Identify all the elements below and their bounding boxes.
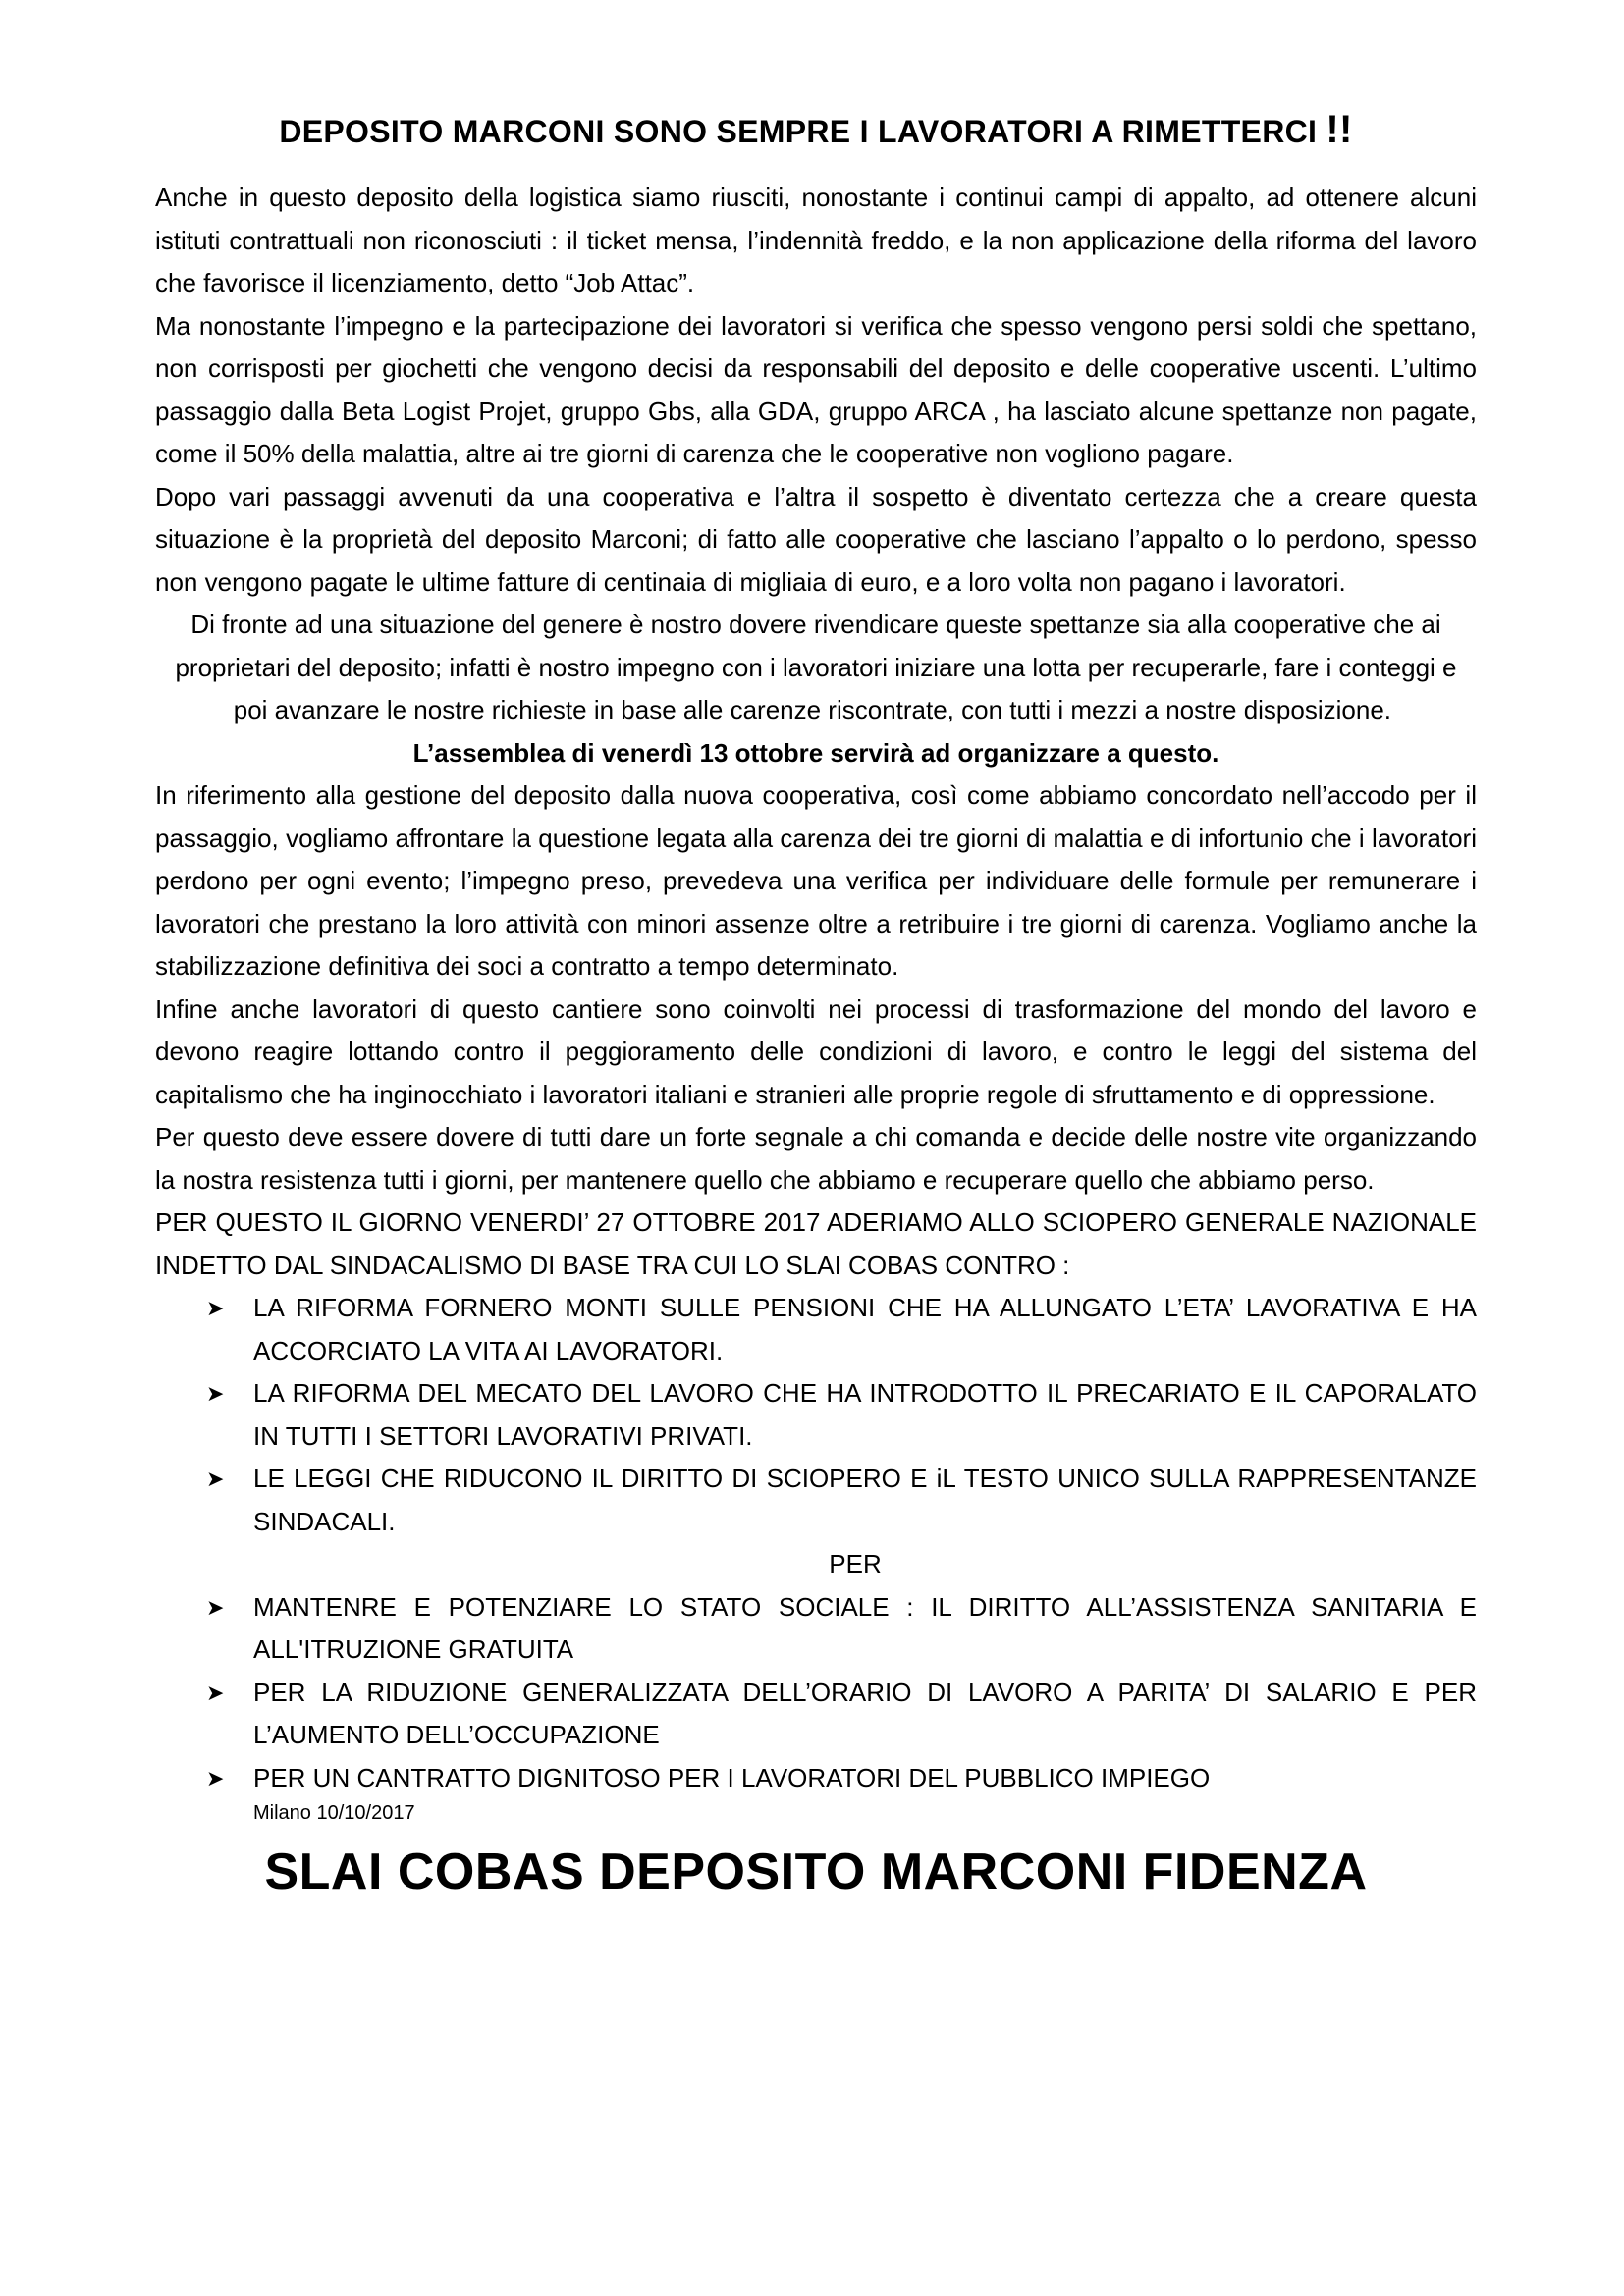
list-item: [206, 1586, 1477, 1672]
paragraph-duty: [155, 604, 1477, 774]
paragraph-resistance: Per questo deve essere dovere di tutti dare un forte segnale a chi comanda e decide delle nostre vite organizzando la nostra resistenza tutti i giorni, per mantenere quello che abbiamo e recuperare quello che abbiamo perso.: [155, 1122, 1477, 1195]
per-heading: PER: [829, 1549, 882, 1578]
paragraph-intro: Anche in questo deposito della logistica siamo riusciti, nonostante i continui campi di appalto, ad ottenere alcuni istituti contrattuali non riconosciuti : il ticket mensa, l’indennità freddo, e la non applicazione della riforma del lavoro che favorisce il licenziamento, detto “Job Attac”.: [155, 183, 1477, 297]
document-title: [155, 108, 1477, 153]
list-item: [206, 1372, 1477, 1458]
arrow-bullet-icon: ➤: [206, 1765, 225, 1790]
signature: SLAI COBAS DEPOSITO MARCONI FIDENZA: [264, 1843, 1368, 1900]
arrow-bullet-icon: ➤: [206, 1594, 225, 1620]
for-list: [155, 1586, 1477, 1800]
list-item-text: PER LA RIDUZIONE GENERALIZZATA DELL’ORARIO DI LAVORO A PARITA’ DI SALARIO E PER L’AUMENTO DELL’OCCUPAZIONE: [253, 1677, 1477, 1749]
list-item-text: LA RIFORMA FORNERO MONTI SULLE PENSIONI CHE HA ALLUNGATO L’ETA’ LAVORATIVA E HA ACCORCIATO LA VITA AI LAVORATORI.: [253, 1293, 1477, 1365]
document-page: [155, 108, 1477, 1907]
list-item-text: LE LEGGI CHE RIDUCONO IL DIRITTO DI SCIOPERO E iL TESTO UNICO SULLA RAPPRESENTANZE SINDACALI.: [253, 1464, 1477, 1536]
list-item: [206, 1287, 1477, 1372]
paragraph-strike-announcement: PER QUESTO IL GIORNO VENERDI’ 27 OTTOBRE 2017 ADERIAMO ALLO SCIOPERO GENERALE NAZIONALE INDETTO DAL SINDACALISMO DI BASE TRA CUI LO SLAI COBAS CONTRO :: [155, 1207, 1477, 1280]
paragraph-new-cooperative: In riferimento alla gestione del deposito dalla nuova cooperativa, così come abbiamo concordato nell’accodo per il passaggio, vogliamo affrontare la questione legata alla carenza dei tre giorni di malattia e di infortunio che i lavoratori perdono per ogni evento; l’impegno preso, prevedeva una verifica per individuare delle formule per remunerare i lavoratori che prestano la loro attività con minori assenze oltre a retribuire i tre giorni di carenza. Vogliamo anche la stabilizzazione definitiva dei soci a contratto a tempo determinato.: [155, 780, 1477, 981]
title-exclamation: !!: [1326, 108, 1353, 151]
list-item: [206, 1757, 1477, 1800]
assembly-notice: L’assemblea di venerdì 13 ottobre servirà ad organizzare a questo.: [412, 737, 1219, 768]
date-line: Milano 10/10/2017: [253, 1802, 415, 1824]
paragraph-suspicion: Dopo vari passaggi avvenuti da una cooperativa e l’altra il sospetto è diventato certezza che a creare questa situazione è la proprietà del deposito Marconi; di fatto alle cooperative che lasciano l’appalto o lo perdono, spesso non vengono pagate le ultime fatture di centinaia di migliaia di euro, e a loro volta non pagano i lavoratori.: [155, 481, 1477, 597]
arrow-bullet-icon: ➤: [206, 1680, 225, 1705]
list-item-text: PER UN CANTRATTO DIGNITOSO PER I LAVORATORI DEL PUBBLICO IMPIEGO: [253, 1762, 1211, 1792]
list-item-text: LA RIFORMA DEL MECATO DEL LAVORO CHE HA INTRODOTTO IL PRECARIATO E IL CAPORALATO IN TUTTI I SETTORI LAVORATIVI PRIVATI.: [253, 1378, 1477, 1451]
arrow-bullet-icon: ➤: [206, 1381, 225, 1406]
against-list: [155, 1287, 1477, 1543]
arrow-bullet-icon: ➤: [206, 1467, 225, 1491]
paragraph-transformation: Infine anche lavoratori di questo cantiere sono coinvolti nei processi di trasformazione del mondo del lavoro e devono reagire lottando contro il peggioramento delle condizioni di lavoro, e contro le leggi del sistema del capitalismo che ha inginocchiato i lavoratori italiani e stranieri alle proprie regole di sfruttamento e di oppressione.: [155, 993, 1477, 1109]
paragraph-duty-text: Di fronte ad una situazione del genere è nostro dovere rivendicare queste spettanze sia alla cooperative che ai proprietari del deposito; infatti è nostro impegno con i lavoratori iniziare una lotta per recuperarle, fare i conteggi e poi avanzare le nostre richieste in base alle carenze riscontrate, con tutti i mezzi a nostre disposizione.: [175, 610, 1457, 724]
list-item: [206, 1672, 1477, 1757]
list-item: [206, 1458, 1477, 1543]
paragraph-losses: Ma nonostante l’impegno e la partecipazione dei lavoratori si verifica che spesso vengono persi soldi che spettano, non corrisposti per giochetti che vengono decisi da responsabili del deposito e delle cooperative uscenti. L’ultimo passaggio dalla Beta Logist Projet, gruppo Gbs, alla GDA, gruppo ARCA , ha lasciato alcune spettanze non pagate, come il 50% della malattia, altre ai tre giorni di carenza che le cooperative non vogliono pagare.: [155, 310, 1477, 468]
arrow-bullet-icon: ➤: [206, 1296, 225, 1320]
list-item-text: MANTENRE E POTENZIARE LO STATO SOCIALE : IL DIRITTO ALL’ASSISTENZA SANITARIA E ALL'ITRUZIONE GRATUITA: [253, 1591, 1477, 1664]
title-text: DEPOSITO MARCONI SONO SEMPRE I LAVORATORI A RIMETTERCI: [279, 114, 1318, 149]
